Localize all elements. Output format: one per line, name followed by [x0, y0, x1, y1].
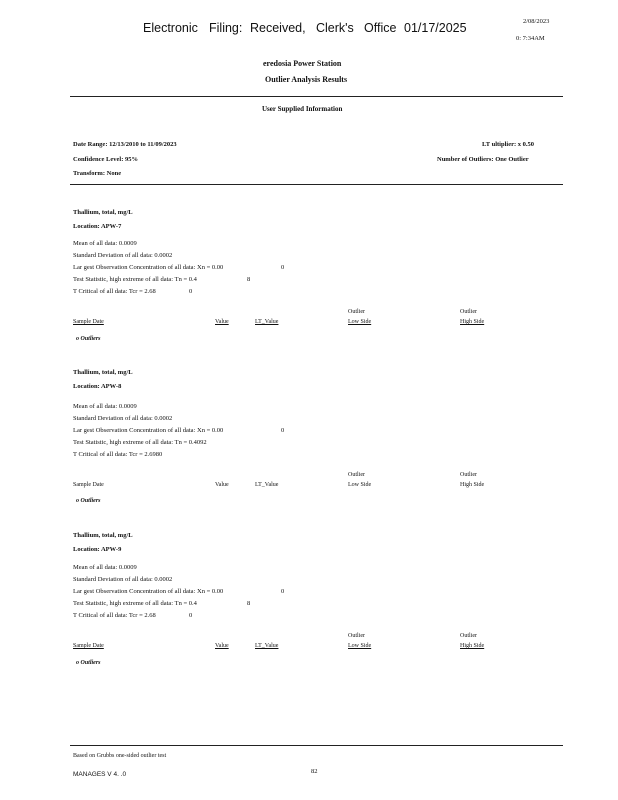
column-outlier-high: Outlier	[460, 309, 477, 315]
test-statistic: Test Statistic, high extreme of all data: Tn = 0.4	[73, 276, 197, 283]
location: Location: APW-9	[73, 546, 122, 553]
column-value: Value	[215, 319, 229, 325]
std-dev: Standard Deviation of all data: 0.0002	[73, 415, 173, 422]
column-outlier-low: Outlier	[348, 633, 365, 639]
largest-observation: Lar gest Observation Concentration of all data: Xn = 0.00	[73, 588, 224, 595]
filing-stamp-filing: Filing:	[209, 21, 243, 35]
footer-note: Based on Grubbs one-sided outlier test	[73, 753, 167, 759]
filing-stamp-electronic: Electronic	[143, 21, 198, 35]
column-high-side: High Side	[460, 319, 485, 325]
test-statistic-tail: 8	[247, 600, 251, 607]
column-high-side: High Side	[460, 482, 485, 488]
column-outlier-high: Outlier	[460, 633, 477, 639]
test-statistic: Test Statistic, high extreme of all data: Tn = 0.4	[73, 600, 197, 607]
filing-stamp-office: Office	[364, 21, 397, 35]
std-dev: Standard Deviation of all data: 0.0002	[73, 252, 173, 259]
mean: Mean of all data: 0.0009	[73, 564, 137, 571]
t-critical: T Critical of all data: Tcr = 2.68	[73, 612, 156, 619]
column-low-side: Low Side	[348, 319, 372, 325]
column-value: Value	[215, 643, 229, 649]
column-high-side: High Side	[460, 643, 485, 649]
number-of-outliers: Number of Outliers: One Outlier	[437, 156, 529, 163]
filing-stamp-clerks: Clerk's	[316, 21, 354, 35]
column-outlier-high: Outlier	[460, 472, 477, 478]
mean: Mean of all data: 0.0009	[73, 240, 137, 247]
section-heading: User Supplied Information	[262, 105, 343, 113]
column-lt-value: LT_Value	[255, 319, 279, 325]
std-dev: Standard Deviation of all data: 0.0002	[73, 576, 173, 583]
test-statistic: Test Statistic, high extreme of all data: Tn = 0.4092	[73, 439, 207, 446]
filing-stamp-date: 01/17/2025	[404, 21, 467, 35]
result-no-outliers: o Outliers	[76, 336, 101, 342]
filing-stamp-received: Received,	[250, 21, 306, 35]
station-name: eredosia Power Station	[263, 59, 342, 68]
divider	[70, 184, 563, 185]
column-low-side: Low Side	[348, 482, 372, 488]
column-sample-date: Sample Date	[73, 482, 104, 488]
column-low-side: Low Side	[348, 643, 372, 649]
result-no-outliers: o Outliers	[76, 498, 101, 504]
t-critical: T Critical of all data: Tcr = 2.6980	[73, 451, 163, 458]
largest-observation-tail: 0	[281, 427, 285, 434]
print-time: 0: 7:34AM	[516, 35, 545, 42]
report-title: Outlier Analysis Results	[265, 75, 348, 84]
column-outlier-low: Outlier	[348, 309, 365, 315]
largest-observation-tail: 0	[281, 264, 285, 271]
result-no-outliers: o Outliers	[76, 660, 101, 666]
column-outlier-low: Outlier	[348, 472, 365, 478]
largest-observation: Lar gest Observation Concentration of all data: Xn = 0.00	[73, 264, 224, 271]
footer-divider	[70, 745, 563, 746]
date-range: Date Range: 12/13/2010 to 11/09/2023	[73, 141, 177, 148]
lt-multiplier: LT ultiplier: x 0.50	[482, 141, 535, 148]
test-statistic-tail: 8	[247, 276, 251, 283]
column-sample-date: Sample Date	[73, 643, 104, 649]
transform: Transform: None	[73, 170, 122, 177]
location: Location: APW-8	[73, 383, 122, 390]
column-lt-value: LT_Value	[255, 643, 279, 649]
location: Location: APW-7	[73, 223, 122, 230]
largest-observation-tail: 0	[281, 588, 285, 595]
mean: Mean of all data: 0.0009	[73, 403, 137, 410]
t-critical-tail: 0	[189, 612, 193, 619]
divider	[70, 96, 563, 97]
t-critical: T Critical of all data: Tcr = 2.68	[73, 288, 156, 295]
column-value: Value	[215, 482, 229, 488]
largest-observation: Lar gest Observation Concentration of all data: Xn = 0.00	[73, 427, 224, 434]
column-sample-date: Sample Date	[73, 319, 104, 325]
confidence-level: Confidence Level: 95%	[73, 156, 138, 163]
t-critical-tail: 0	[189, 288, 193, 295]
column-lt-value: LT_Value	[255, 482, 279, 488]
software-version: MANAGES V 4. .0	[73, 771, 127, 778]
page-number: 82	[311, 768, 318, 775]
parameter-name: Thallium, total, mg/L	[73, 532, 133, 539]
parameter-name: Thallium, total, mg/L	[73, 369, 133, 376]
parameter-name: Thallium, total, mg/L	[73, 209, 133, 216]
print-date: 2/08/2023	[523, 18, 550, 25]
